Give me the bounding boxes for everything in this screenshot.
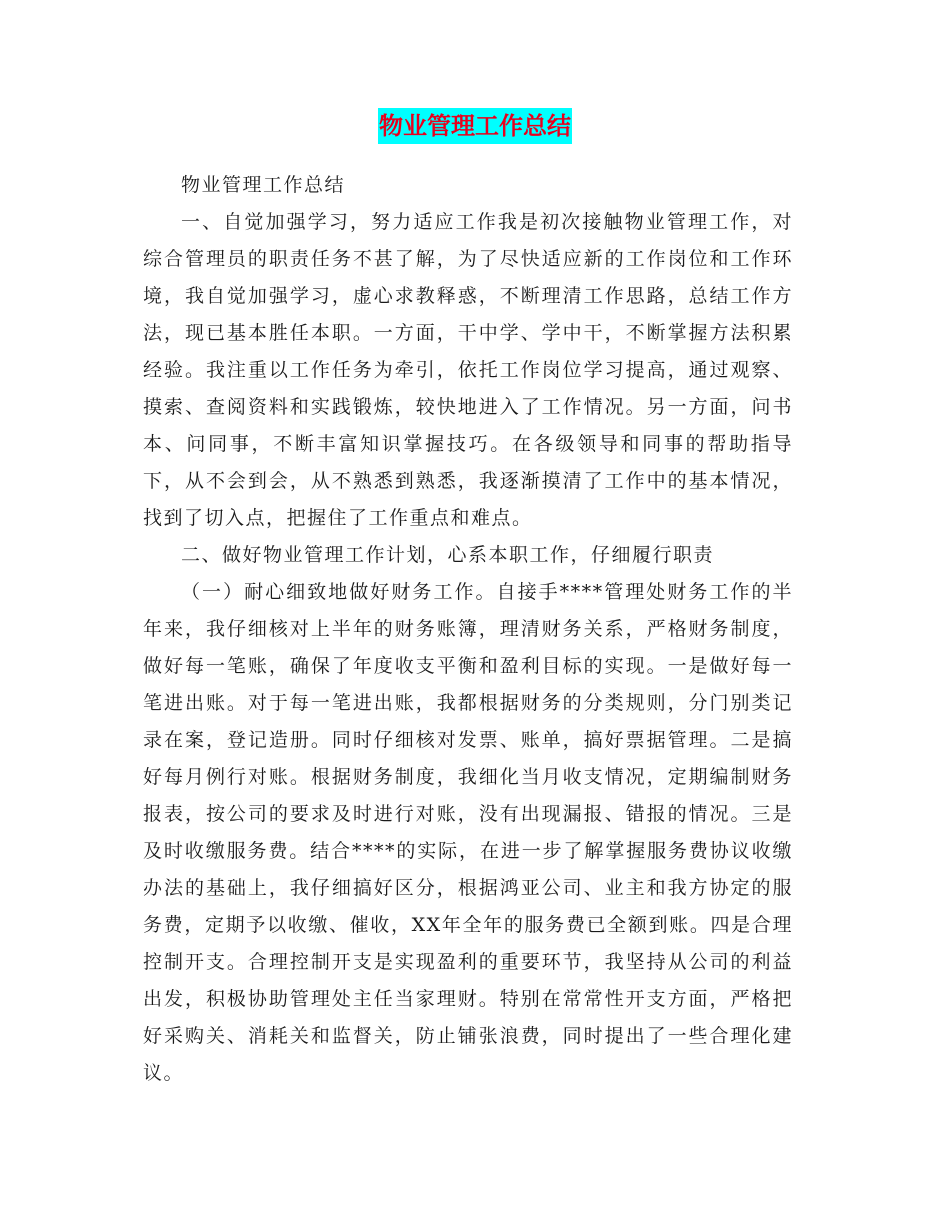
document-body — [143, 167, 793, 1092]
document-title: 物业管理工作总结 — [378, 108, 572, 144]
paragraph-section-two-heading: 二、做好物业管理工作计划，心系本职工作，仔细履行职责 — [181, 544, 715, 566]
paragraph-heading: 物业管理工作总结 — [181, 174, 346, 196]
title-container — [0, 108, 950, 144]
paragraph-section-one: 一、自觉加强学习，努力适应工作我是初次接触物业管理工作，对综合管理员的职责任务不甚了解，为了尽快适应新的工作岗位和工作环境，我自觉加强学习，虚心求教释惑，不断理清工作思路，总结工作方法，现已基本胜任本职。一方面，干中学、学中干，不断掌握方法积累经验。我注重以工作任务为牵引，依托工作岗位学习提高，通过观察、摸索、查阅资料和实践锻炼，较快地进入了工作情况。另一方面，问书本、问同事，不断丰富知识掌握技巧。在各级领导和同事的帮助指导下，从不会到会，从不熟悉到熟悉，我逐渐摸清了工作中的基本情况，找到了切入点，把握住了工作重点和难点。 — [143, 211, 793, 529]
paragraph-finance-work: （一）耐心细致地做好财务工作。自接手****管理处财务工作的半年来，我仔细核对上半年的财务账簿，理清财务关系，严格财务制度，做好每一笔账，确保了年度收支平衡和盈利目标的实现。一是做好每一笔进出账。对于每一笔进出账，我都根据财务的分类规则，分门别类记录在案，登记造册。同时仔细核对发票、账单，搞好票据管理。二是搞好每月例行对账。根据财务制度，我细化当月收支情况，定期编制财务报表，按公司的要求及时进行对账，没有出现漏报、错报的情况。三是及时收缴服务费。结合****的实际，在进一步了解掌握服务费协议收缴办法的基础上，我仔细搞好区分，根据鸿亚公司、业主和我方协定的服务费，定期予以收缴、催收，XX年全年的服务费已全额到账。四是合理控制开支。合理控制开支是实现盈利的重要环节，我坚持从公司的利益出发，积极协助管理处主任当家理财。特别在常常性开支方面，严格把好采购关、消耗关和监督关，防止铺张浪费，同时提出了一些合理化建议。 — [143, 581, 793, 1084]
